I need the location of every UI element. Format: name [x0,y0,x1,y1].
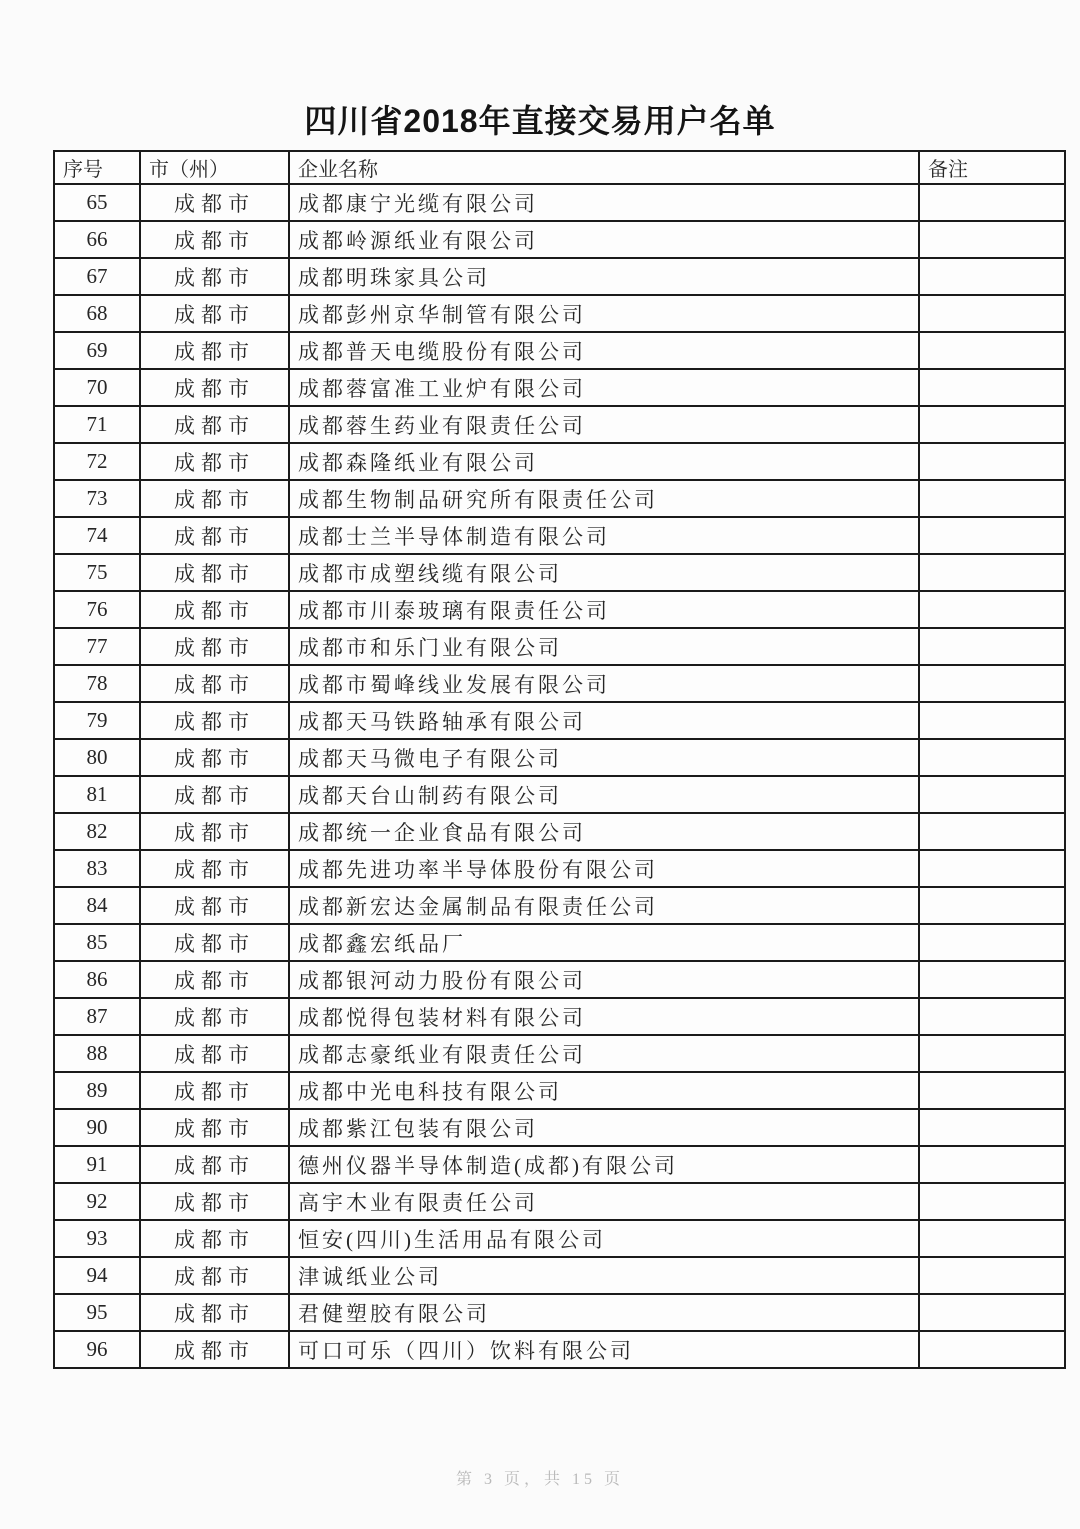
cell-company: 成都蓉生药业有限责任公司 [289,406,919,443]
cell-no: 67 [54,258,140,295]
cell-no: 78 [54,665,140,702]
cell-city: 成都市 [140,369,289,406]
cell-no: 96 [54,1331,140,1368]
cell-no: 88 [54,1035,140,1072]
cell-remark [919,184,1065,221]
cell-remark [919,1294,1065,1331]
cell-no: 86 [54,961,140,998]
table-body [54,184,1065,1368]
cell-company: 成都市川泰玻璃有限责任公司 [289,591,919,628]
cell-remark [919,998,1065,1035]
cell-city: 成都市 [140,480,289,517]
cell-remark [919,1146,1065,1183]
cell-city: 成都市 [140,258,289,295]
cell-remark [919,961,1065,998]
table-row [54,1294,1065,1331]
cell-no: 94 [54,1257,140,1294]
cell-remark [919,887,1065,924]
cell-no: 91 [54,1146,140,1183]
cell-company: 成都天马微电子有限公司 [289,739,919,776]
table-header [54,151,1065,184]
cell-remark [919,1331,1065,1368]
table-row [54,1072,1065,1109]
table-row [54,887,1065,924]
cell-city: 成都市 [140,443,289,480]
cell-remark [919,369,1065,406]
cell-city: 成都市 [140,1257,289,1294]
table-row [54,998,1065,1035]
cell-city: 成都市 [140,887,289,924]
cell-company: 高宇木业有限责任公司 [289,1183,919,1220]
cell-company: 成都市和乐门业有限公司 [289,628,919,665]
cell-remark [919,517,1065,554]
cell-no: 83 [54,850,140,887]
table-row [54,1331,1065,1368]
cell-city: 成都市 [140,1220,289,1257]
cell-remark [919,628,1065,665]
cell-remark [919,295,1065,332]
cell-remark [919,850,1065,887]
direct-trade-user-table [53,150,1066,1369]
cell-city: 成都市 [140,1146,289,1183]
cell-no: 72 [54,443,140,480]
table-row [54,1183,1065,1220]
table-row [54,924,1065,961]
table-row [54,221,1065,258]
table-row [54,480,1065,517]
table-row [54,739,1065,776]
header-company-name: 企业名称 [289,151,919,184]
cell-company: 成都新宏达金属制品有限责任公司 [289,887,919,924]
cell-city: 成都市 [140,628,289,665]
cell-remark [919,924,1065,961]
cell-city: 成都市 [140,184,289,221]
cell-no: 81 [54,776,140,813]
cell-city: 成都市 [140,1331,289,1368]
cell-city: 成都市 [140,1294,289,1331]
cell-remark [919,258,1065,295]
cell-no: 89 [54,1072,140,1109]
cell-remark [919,1220,1065,1257]
cell-no: 87 [54,998,140,1035]
table-row [54,184,1065,221]
table-row [54,665,1065,702]
cell-no: 65 [54,184,140,221]
table-row [54,406,1065,443]
cell-company: 成都中光电科技有限公司 [289,1072,919,1109]
cell-city: 成都市 [140,554,289,591]
page-title: 四川省2018年直接交易用户名单 [304,103,776,139]
cell-remark [919,591,1065,628]
cell-remark [919,443,1065,480]
table-row [54,776,1065,813]
cell-company: 成都蓉富准工业炉有限公司 [289,369,919,406]
cell-no: 76 [54,591,140,628]
cell-city: 成都市 [140,850,289,887]
cell-remark [919,665,1065,702]
cell-no: 92 [54,1183,140,1220]
cell-company: 成都普天电缆股份有限公司 [289,332,919,369]
cell-company: 成都森隆纸业有限公司 [289,443,919,480]
cell-city: 成都市 [140,295,289,332]
table-row [54,628,1065,665]
cell-company: 成都士兰半导体制造有限公司 [289,517,919,554]
cell-remark [919,1109,1065,1146]
cell-no: 93 [54,1220,140,1257]
cell-no: 80 [54,739,140,776]
cell-remark [919,739,1065,776]
cell-city: 成都市 [140,998,289,1035]
cell-company: 成都先进功率半导体股份有限公司 [289,850,919,887]
cell-company: 成都统一企业食品有限公司 [289,813,919,850]
cell-remark [919,1183,1065,1220]
table-row [54,332,1065,369]
table-row [54,1109,1065,1146]
cell-company: 成都市成塑线缆有限公司 [289,554,919,591]
cell-company: 成都天台山制药有限公司 [289,776,919,813]
cell-no: 79 [54,702,140,739]
cell-no: 95 [54,1294,140,1331]
table-row [54,1257,1065,1294]
cell-company: 恒安(四川)生活用品有限公司 [289,1220,919,1257]
cell-company: 成都紫江包装有限公司 [289,1109,919,1146]
cell-company: 成都生物制品研究所有限责任公司 [289,480,919,517]
cell-remark [919,1072,1065,1109]
table-row [54,702,1065,739]
table-row [54,369,1065,406]
cell-remark [919,480,1065,517]
cell-city: 成都市 [140,332,289,369]
cell-city: 成都市 [140,776,289,813]
cell-company: 成都志豪纸业有限责任公司 [289,1035,919,1072]
cell-company: 成都悦得包装材料有限公司 [289,998,919,1035]
cell-no: 84 [54,887,140,924]
cell-company: 津诚纸业公司 [289,1257,919,1294]
cell-no: 90 [54,1109,140,1146]
cell-city: 成都市 [140,1072,289,1109]
cell-remark [919,406,1065,443]
table-row [54,295,1065,332]
table-row [54,517,1065,554]
cell-company: 成都市蜀峰线业发展有限公司 [289,665,919,702]
table-row [54,961,1065,998]
cell-remark [919,702,1065,739]
header-remark: 备注 [919,151,1065,184]
cell-city: 成都市 [140,1035,289,1072]
cell-city: 成都市 [140,961,289,998]
cell-no: 66 [54,221,140,258]
cell-city: 成都市 [140,739,289,776]
table-row [54,1146,1065,1183]
cell-no: 75 [54,554,140,591]
cell-city: 成都市 [140,517,289,554]
cell-remark [919,332,1065,369]
cell-company: 成都康宁光缆有限公司 [289,184,919,221]
cell-city: 成都市 [140,221,289,258]
cell-company: 成都鑫宏纸品厂 [289,924,919,961]
cell-company: 德州仪器半导体制造(成都)有限公司 [289,1146,919,1183]
table-header-row [54,151,1065,184]
cell-city: 成都市 [140,924,289,961]
cell-company: 成都岭源纸业有限公司 [289,221,919,258]
cell-city: 成都市 [140,813,289,850]
cell-city: 成都市 [140,1109,289,1146]
table-row [54,443,1065,480]
cell-city: 成都市 [140,702,289,739]
cell-no: 74 [54,517,140,554]
table-row [54,1220,1065,1257]
cell-company: 成都彭州京华制管有限公司 [289,295,919,332]
cell-city: 成都市 [140,665,289,702]
cell-no: 69 [54,332,140,369]
cell-no: 71 [54,406,140,443]
cell-remark [919,554,1065,591]
cell-company: 可口可乐（四川）饮料有限公司 [289,1331,919,1368]
table-row [54,591,1065,628]
cell-company: 君健塑胶有限公司 [289,1294,919,1331]
header-serial-number: 序号 [54,151,140,184]
table-row [54,258,1065,295]
cell-remark [919,1035,1065,1072]
cell-no: 73 [54,480,140,517]
cell-city: 成都市 [140,1183,289,1220]
cell-city: 成都市 [140,406,289,443]
cell-company: 成都明珠家具公司 [289,258,919,295]
table-row [54,554,1065,591]
cell-remark [919,813,1065,850]
table-row [54,813,1065,850]
cell-no: 68 [54,295,140,332]
cell-no: 77 [54,628,140,665]
cell-no: 70 [54,369,140,406]
cell-company: 成都天马铁路轴承有限公司 [289,702,919,739]
header-city: 市（州） [140,151,289,184]
cell-no: 82 [54,813,140,850]
table-row [54,1035,1065,1072]
cell-remark [919,1257,1065,1294]
page-number-footer: 第 3 页，共 15 页 [455,1471,624,1488]
cell-no: 85 [54,924,140,961]
cell-company: 成都银河动力股份有限公司 [289,961,919,998]
cell-city: 成都市 [140,591,289,628]
cell-remark [919,221,1065,258]
cell-remark [919,776,1065,813]
table-row [54,850,1065,887]
